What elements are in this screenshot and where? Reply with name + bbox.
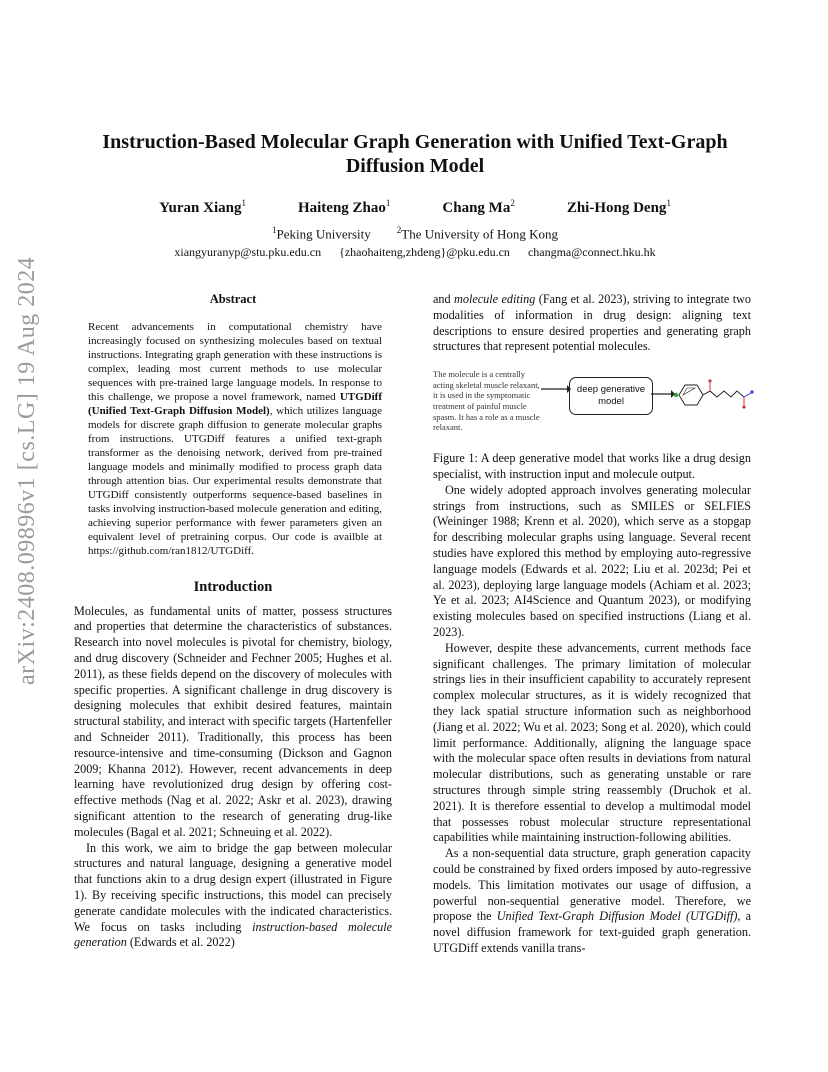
figure-1-caption: Figure 1: A deep generative model that works like a drug design specialist, with instruction input and molecule output. xyxy=(433,451,751,481)
figure-1 xyxy=(433,369,751,443)
abstract-heading: Abstract xyxy=(209,292,257,306)
author-list xyxy=(90,198,740,217)
paragraph: One widely adopted approach involves generating molecular strings from instructions, such as SMILES or SELFIES (Weininger 1988; Krenn et al. 2020), which serve as a stopgap for describing molecular graphs using language. Several recent studies have explored this method by employing auto-regressive language models (Edwards et al. 2022; Liu et al. 2023d; Pei et al. 2023), deploying large language models (Achiam et al. 2023; Ye et al. 2023; AI4Science and Quantum 2023), or modifying existing molecules based on specified instructions (Liang et al. 2023). xyxy=(433,482,751,639)
affiliation: $^1$Peking University xyxy=(272,225,371,242)
introduction-heading: Introduction xyxy=(193,578,273,595)
model-box: deep generative model xyxy=(569,377,653,415)
intro-paragraph-1: Molecules, as fundamental units of matter, possess structures and properties that determine the characteristics of substances. Research into novel molecules is pivotal for chemistry, biology, and drug discovery (Schneider and Fechner 2005; Hughes et al. 2011), as these fields depend on the discovery of molecules with specific properties. A significant challenge in drug discovery is designing molecules that exhibit desired features, maintain structural stability, and interact with specific targets (Hartenfeller and Schneider 2011). Traditionally, this process has been resource-intensive and time-consuming (Dickson and Gagnon 2009; Khanna 2012). However, recent advancements in deep learning have revolutionized drug design by offering cost-effective methods (Nag et al. 2022; Askr et al. 2023), drawing significant attention to the research of generating drug-like molecules (Bagal et al. 2021; Schneuing et al. 2022). xyxy=(74,603,392,839)
author: Haiteng Zhao$^1$ xyxy=(297,198,391,216)
arrow-icon xyxy=(541,379,571,399)
emails xyxy=(90,245,740,260)
abstract-text: Recent advancements in computational chemistry have increasingly focused on synthesizing molecules based on textual instructions. Integrating graph generation with these instructions is complex, leading most current methods to use molecular sequences with pre-trained large language models. In response to this challenge, we propose a novel framework, named UTGDiff (Unified Text-Graph Diffusion Model), which utilizes language models for discrete graph diffusion to generate molecular graphs from instructions. UTGDiff features a unified text-graph transformer as the denoising network, derived from pre-trained language models and minimally modified to process graph data through attention bias. Our experimental results demonstrate that UTGDiff consistently outperforms sequence-based baselines in tasks involving instruction-based molecule generation and editing, achieving superior performance with fewer parameters given an equivalent level of pretraining corpus. Our code is availble at https://github.com/ran1812/UTGDiff. xyxy=(88,320,382,557)
author: Yuran Xiang$^1$ xyxy=(159,198,246,216)
email: {zhaohaiteng,zhdeng}@pku.edu.cn xyxy=(339,245,510,260)
intro-continuation: and molecule editing (Fang et al. 2023), striving to integrate two modalities of information in drug design: aligning text descriptions to ensure desired properties and generating graph structures that represent potential molecules. xyxy=(433,292,752,354)
left-column xyxy=(74,292,392,951)
arxiv-stamp: arXiv:2408.09896v1 [cs.LG] 19 Aug 2024 xyxy=(14,256,40,685)
paragraph: However, despite these advancements, current methods face significant challenges. The primary limitation of molecular strings lies in their insufficient capability to accurately represent complex molecular structures, as it is widely recognized that they lack spatial structure information such as neighborhood (Jiang et al. 2022; Wu et al. 2023; Song et al. 2020), which could limit performance. Additionally, aligning the language space with the molecular space often results in deviations from natural molecular distributions, such as generating unstable or rare structures through simple string reassembly (Druchok et al. 2021). It is therefore essential to develop a multimodal model that possesses robust molecular structure representational capabilities while maintaining instruction-following abilities. xyxy=(433,640,751,845)
email: xiangyuranyp@stu.pku.edu.cn xyxy=(174,245,322,260)
affiliations xyxy=(90,225,740,242)
paper-title: Instruction-Based Molecular Graph Generation with Unified Text-Graph Diffusion Model xyxy=(102,131,728,177)
author: Chang Ma$^2$ xyxy=(442,198,515,216)
email: changma@connect.hku.hk xyxy=(527,245,656,260)
molecule-structure-icon xyxy=(673,371,755,421)
arrow-icon xyxy=(651,387,675,401)
author: Zhi-Hong Deng$^1$ xyxy=(566,198,671,216)
title-block xyxy=(90,130,740,260)
paragraph: As a non-sequential data structure, graph generation capacity could be constrained by fixed orders imposed by auto-regressive models. This limitation motivates our usage of diffusion, a powerful non-sequential generative model. Therefore, we propose the Unified Text-Graph Diffusion Model (UTGDiff), a novel diffusion framework for text-guided graph generation. UTGDiff extends vanilla trans- xyxy=(433,846,751,955)
intro-paragraph-2: In this work, we aim to bridge the gap between molecular structures and natural language, designing a generative model that functions akin to a drug design expert (illustrated in Figure 1). By receiving specific instructions, this model can precisely generate candidate molecules with the indicated characteristics. We focus on tasks including instruction-based molecule generation (Edwards et al. 2022) xyxy=(74,840,393,950)
figure-input-text: The molecule is a centrally acting skeletal muscle relaxant, it is used in the symptomatic treatment of painful muscle spasm. It has a role as a muscle relaxant. xyxy=(433,369,540,433)
right-column xyxy=(433,292,751,957)
affiliation: $^2$The University of Hong Kong xyxy=(396,225,558,242)
